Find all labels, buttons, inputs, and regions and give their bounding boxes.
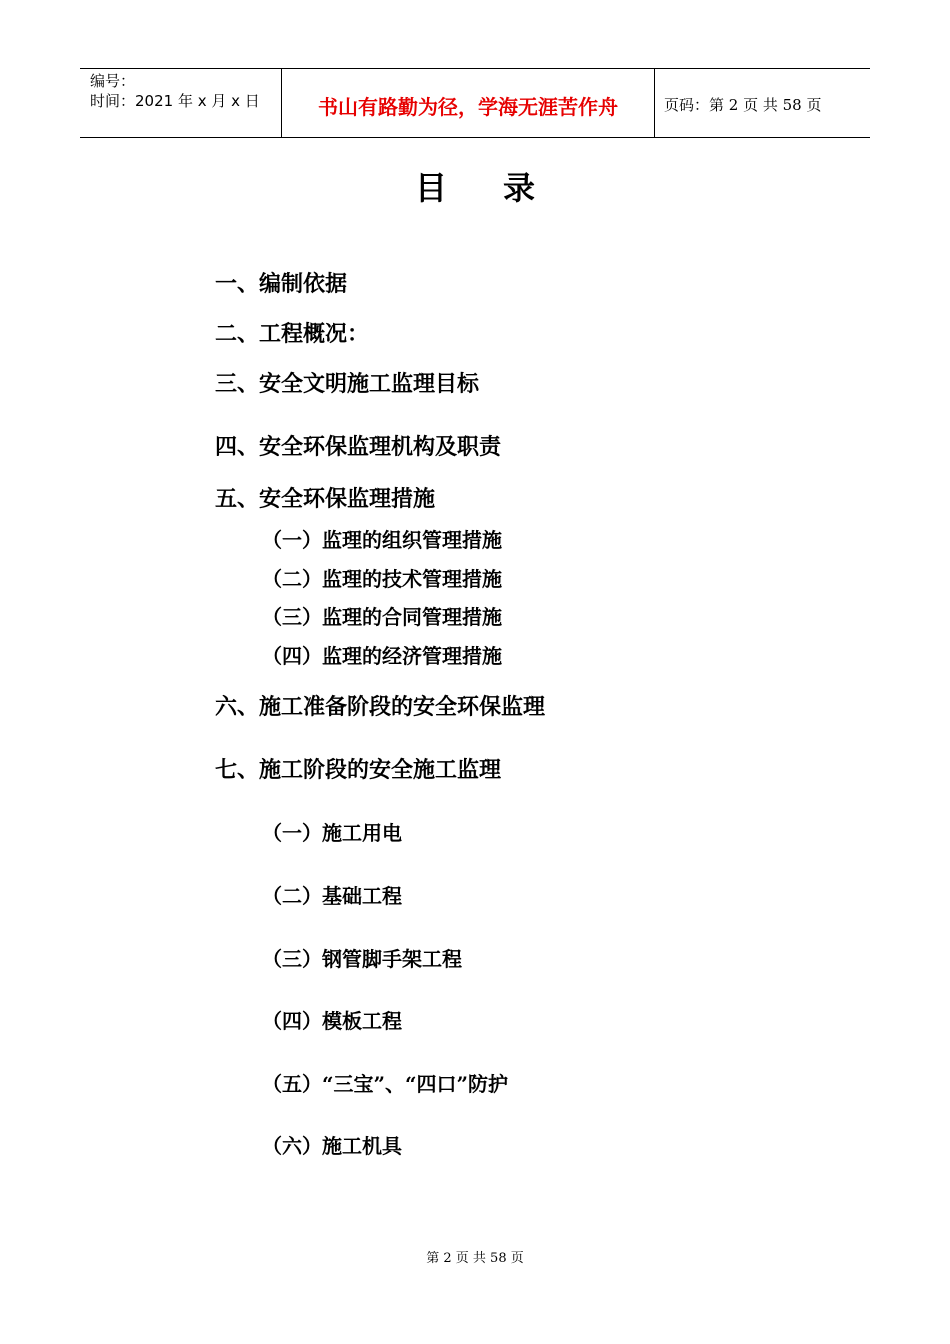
toc-subitem: （五）“三宝”、“四口”防护 — [262, 1072, 509, 1096]
document-time: 时间：2021 年 x 月 x 日 — [90, 92, 260, 110]
toc-subitem: （四）模板工程 — [262, 1009, 402, 1033]
toc-item: 三、安全文明施工监理目标 — [215, 371, 480, 397]
header-motto: 书山有路勤为径，学海无涯苦作舟 — [318, 95, 618, 119]
toc-item: 七、施工阶段的安全施工监理 — [215, 757, 502, 783]
page-footer: 第 2 页 共 58 页 — [426, 1251, 524, 1266]
title-char-left: 目 — [414, 169, 447, 207]
toc-subitem: （六）施工机具 — [262, 1134, 402, 1158]
toc-item: 五、安全环保监理措施 — [215, 486, 436, 512]
document-number-label: 编号： — [90, 72, 136, 90]
toc-subitem: （四）监理的经济管理措施 — [262, 644, 502, 668]
header-page-info: 页码：第 2 页 共 58 页 — [664, 96, 822, 114]
toc-subitem: （一）施工用电 — [262, 821, 402, 845]
toc-item: 四、安全环保监理机构及职责 — [215, 434, 502, 460]
toc-item: 二、工程概况： — [215, 321, 370, 347]
title-char-right: 录 — [503, 169, 536, 207]
toc-item: 一、编制依据 — [215, 271, 348, 297]
toc-subitem: （三）钢管脚手架工程 — [262, 947, 462, 971]
toc-subitem: （二）监理的技术管理措施 — [262, 567, 502, 591]
toc-subitem: （二）基础工程 — [262, 884, 402, 908]
toc-item: 六、施工准备阶段的安全环保监理 — [215, 694, 546, 720]
toc-subitem: （一）监理的组织管理措施 — [262, 528, 502, 552]
toc-subitem: （三）监理的合同管理措施 — [262, 605, 502, 629]
